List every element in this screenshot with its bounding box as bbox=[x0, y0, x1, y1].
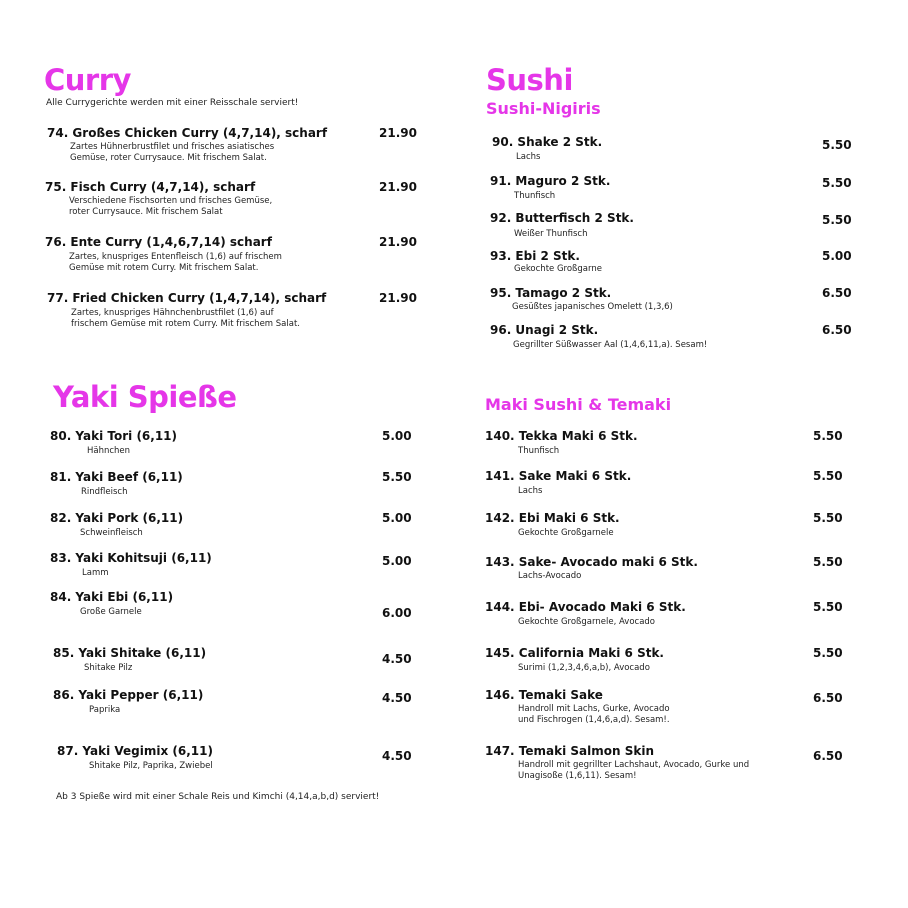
item-price: 5.00 bbox=[382, 554, 412, 568]
item-price: 5.00 bbox=[382, 511, 412, 525]
item-description: Große Garnele bbox=[80, 607, 142, 617]
item-description: Hähnchen bbox=[87, 446, 131, 456]
item-price: 6.50 bbox=[813, 749, 843, 763]
sushi-title: Sushi bbox=[486, 63, 573, 97]
item-description: Gesüßtes japanisches Omelett (1,3,6) bbox=[512, 302, 673, 312]
item-description: Gekochte Großgarnele, Avocado bbox=[518, 617, 655, 627]
item-price: 5.50 bbox=[822, 138, 852, 152]
item-description: Surimi (1,2,3,4,6,a,b), Avocado bbox=[518, 663, 650, 673]
item-description: Weißer Thunfisch bbox=[514, 229, 588, 239]
item-description: Shitake Pilz bbox=[84, 663, 133, 673]
item-name: 145. California Maki 6 Stk. bbox=[485, 646, 664, 660]
item-name: 144. Ebi- Avocado Maki 6 Stk. bbox=[485, 600, 686, 614]
item-name: 140. Tekka Maki 6 Stk. bbox=[485, 429, 638, 443]
yaki-note: Ab 3 Spieße wird mit einer Schale Reis und Kimchi (4,14,a,b,d) serviert! bbox=[56, 792, 380, 802]
item-name: 81. Yaki Beef (6,11) bbox=[50, 470, 183, 484]
item-price: 21.90 bbox=[379, 180, 417, 194]
item-price: 4.50 bbox=[382, 691, 412, 705]
item-name: 82. Yaki Pork (6,11) bbox=[50, 511, 184, 525]
item-name: 83. Yaki Kohitsuji (6,11) bbox=[50, 551, 212, 565]
item-name: 146. Temaki Sake bbox=[485, 688, 603, 702]
item-price: 6.50 bbox=[813, 691, 843, 705]
item-price: 5.50 bbox=[813, 511, 843, 525]
yaki-title: Yaki Spieße bbox=[53, 380, 237, 414]
item-description: Lachs-Avocado bbox=[518, 571, 582, 581]
item-description: Zartes, knuspriges Hähnchenbrustfilet (1,6) auf frischem Gemüse mit rotem Curry. Mit frischem Salat. bbox=[71, 308, 300, 330]
sushi-subtitle: Sushi-Nigiris bbox=[486, 99, 601, 118]
item-description: Schweinfleisch bbox=[80, 528, 143, 538]
item-price: 4.50 bbox=[382, 749, 412, 763]
item-price: 5.50 bbox=[813, 469, 843, 483]
item-price: 5.00 bbox=[822, 249, 852, 263]
item-price: 5.00 bbox=[382, 429, 412, 443]
item-price: 4.50 bbox=[382, 652, 412, 666]
item-description: Paprika bbox=[89, 705, 121, 715]
item-description: Verschiedene Fischsorten und frisches Gemüse, roter Currysauce. Mit frischem Salat bbox=[69, 196, 273, 218]
item-name: 76. Ente Curry (1,4,6,7,14) scharf bbox=[45, 235, 272, 249]
item-price: 6.00 bbox=[382, 606, 412, 620]
item-price: 21.90 bbox=[379, 126, 417, 140]
item-name: 95. Tamago 2 Stk. bbox=[490, 286, 612, 300]
item-name: 92. Butterfisch 2 Stk. bbox=[490, 211, 634, 225]
item-description: Gekochte Großgarne bbox=[514, 264, 602, 274]
item-name: 147. Temaki Salmon Skin bbox=[485, 744, 654, 758]
item-description: Handroll mit gegrillter Lachshaut, Avocado, Gurke und Unagisoße (1,6,11). Sesam! bbox=[518, 760, 750, 782]
item-price: 5.50 bbox=[813, 600, 843, 614]
item-name: 142. Ebi Maki 6 Stk. bbox=[485, 511, 620, 525]
item-name: 143. Sake- Avocado maki 6 Stk. bbox=[485, 555, 698, 569]
item-price: 5.50 bbox=[813, 646, 843, 660]
item-name: 141. Sake Maki 6 Stk. bbox=[485, 469, 632, 483]
item-description: Thunfisch bbox=[518, 446, 560, 456]
item-description: Shitake Pilz, Paprika, Zwiebel bbox=[89, 761, 213, 771]
maki-title: Maki Sushi & Temaki bbox=[485, 395, 672, 414]
item-name: 84. Yaki Ebi (6,11) bbox=[50, 590, 174, 604]
curry-title: Curry bbox=[44, 63, 131, 97]
item-price: 5.50 bbox=[813, 429, 843, 443]
item-price: 5.50 bbox=[813, 555, 843, 569]
item-name: 96. Unagi 2 Stk. bbox=[490, 323, 599, 337]
item-price: 6.50 bbox=[822, 286, 852, 300]
item-name: 85. Yaki Shitake (6,11) bbox=[53, 646, 207, 660]
item-name: 80. Yaki Tori (6,11) bbox=[50, 429, 178, 443]
item-description: Lachs bbox=[518, 486, 543, 496]
item-description: Gekochte Großgarnele bbox=[518, 528, 614, 538]
item-price: 5.50 bbox=[822, 213, 852, 227]
item-name: 91. Maguro 2 Stk. bbox=[490, 174, 611, 188]
item-description: Thunfisch bbox=[514, 191, 556, 201]
item-price: 21.90 bbox=[379, 235, 417, 249]
item-name: 93. Ebi 2 Stk. bbox=[490, 249, 580, 263]
item-description: Lamm bbox=[82, 568, 109, 578]
item-price: 21.90 bbox=[379, 291, 417, 305]
item-name: 75. Fisch Curry (4,7,14), scharf bbox=[45, 180, 256, 194]
item-description: Rindfleisch bbox=[81, 487, 128, 497]
item-name: 77. Fried Chicken Curry (1,4,7,14), scharf bbox=[47, 291, 327, 305]
item-description: Zartes, knuspriges Entenfleisch (1,6) auf frischem Gemüse mit rotem Curry. Mit frischem Salat. bbox=[69, 252, 282, 274]
item-price: 6.50 bbox=[822, 323, 852, 337]
item-name: 86. Yaki Pepper (6,11) bbox=[53, 688, 204, 702]
item-description: Gegrillter Süßwasser Aal (1,4,6,11,a). Sesam! bbox=[513, 340, 708, 350]
item-price: 5.50 bbox=[382, 470, 412, 484]
item-name: 87. Yaki Vegimix (6,11) bbox=[57, 744, 213, 758]
item-description: Handroll mit Lachs, Gurke, Avocado und Fischrogen (1,4,6,a,d). Sesam!. bbox=[518, 704, 670, 726]
item-name: 90. Shake 2 Stk. bbox=[492, 135, 603, 149]
curry-note: Alle Currygerichte werden mit einer Reisschale serviert! bbox=[46, 98, 299, 108]
item-name: 74. Großes Chicken Curry (4,7,14), scharf bbox=[47, 126, 328, 140]
item-price: 5.50 bbox=[822, 176, 852, 190]
item-description: Zartes Hühnerbrustfilet und frisches asiatisches Gemüse, roter Currysauce. Mit frischem Salat. bbox=[70, 142, 275, 164]
item-description: Lachs bbox=[516, 152, 541, 162]
